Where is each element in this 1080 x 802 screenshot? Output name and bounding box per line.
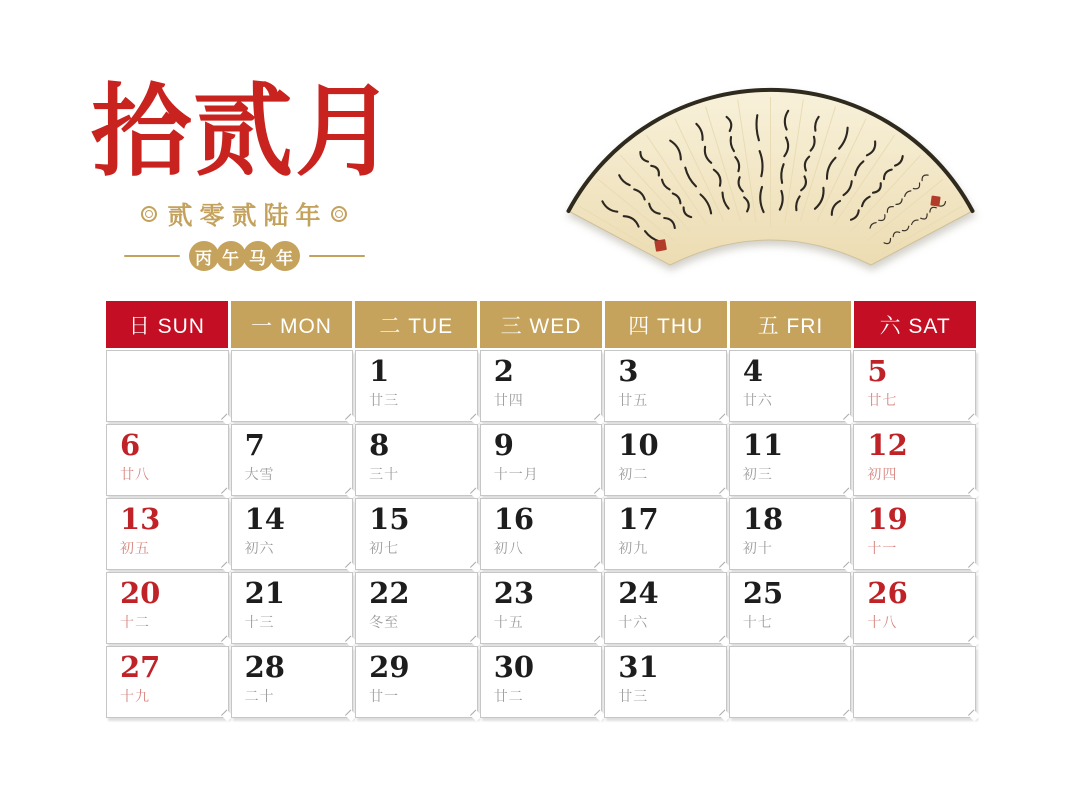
lunar-label: 廿三 bbox=[618, 688, 649, 705]
day-grid bbox=[106, 350, 976, 718]
date-number: 3 bbox=[618, 354, 639, 388]
lunar-label: 二十 bbox=[244, 688, 275, 705]
day-cell-2[interactable] bbox=[480, 350, 603, 422]
lunar-label: 十八 bbox=[867, 614, 898, 631]
calligraphy-fan bbox=[563, 84, 980, 274]
lunar-label: 十二 bbox=[120, 614, 150, 631]
date-number: 23 bbox=[493, 576, 535, 610]
lunar-label: 初七 bbox=[369, 540, 400, 557]
day-cell-28[interactable] bbox=[231, 646, 354, 718]
date-number: 10 bbox=[618, 428, 659, 462]
date-number: 17 bbox=[618, 502, 659, 536]
lunar-label: 廿五 bbox=[618, 392, 649, 409]
date-number: 13 bbox=[120, 502, 161, 536]
day-cell-7[interactable] bbox=[231, 424, 354, 496]
zodiac-coin-3: 年 bbox=[270, 241, 300, 271]
day-cell-20[interactable] bbox=[106, 572, 229, 644]
lunar-label: 初九 bbox=[618, 540, 649, 557]
day-cell-3[interactable] bbox=[604, 350, 727, 422]
date-number: 5 bbox=[867, 354, 888, 388]
day-cell-30[interactable] bbox=[480, 646, 603, 718]
date-number: 11 bbox=[742, 428, 784, 462]
date-number: 22 bbox=[369, 576, 410, 610]
date-number: 24 bbox=[618, 576, 659, 610]
title-block bbox=[88, 72, 400, 271]
lunar-label: 初八 bbox=[493, 540, 524, 557]
lunar-label: 廿三 bbox=[369, 392, 400, 409]
calendar-grid bbox=[106, 301, 976, 718]
date-number: 6 bbox=[120, 428, 141, 462]
fan-seal bbox=[930, 195, 940, 206]
lunar-label: 十五 bbox=[493, 614, 524, 631]
lunar-label: 初三 bbox=[742, 466, 773, 483]
day-cell-17[interactable] bbox=[604, 498, 727, 570]
lunar-label: 初六 bbox=[244, 540, 275, 557]
zodiac-coin-2: 马 bbox=[243, 241, 273, 271]
day-cell-26[interactable] bbox=[853, 572, 976, 644]
date-number: 29 bbox=[369, 650, 410, 684]
weekday-header-sat: 六 SAT bbox=[854, 301, 976, 348]
day-cell-13[interactable] bbox=[106, 498, 229, 570]
lunar-label: 十七 bbox=[742, 614, 773, 631]
weekday-header-mon: 一 MON bbox=[231, 301, 353, 348]
day-cell-empty bbox=[853, 646, 976, 718]
day-cell-24[interactable] bbox=[604, 572, 727, 644]
day-cell-12[interactable] bbox=[853, 424, 976, 496]
day-cell-8[interactable] bbox=[355, 424, 478, 496]
weekday-header-sun: 日 SUN bbox=[106, 301, 228, 348]
lunar-label: 廿八 bbox=[120, 466, 150, 483]
date-number: 28 bbox=[244, 650, 285, 684]
day-cell-9[interactable] bbox=[480, 424, 603, 496]
date-number: 16 bbox=[493, 502, 535, 536]
day-cell-10[interactable] bbox=[604, 424, 727, 496]
zodiac-line bbox=[88, 241, 400, 271]
date-number: 19 bbox=[867, 502, 908, 536]
day-cell-19[interactable] bbox=[853, 498, 976, 570]
zodiac-coins bbox=[189, 241, 300, 271]
weekday-header-wed: 三 WED bbox=[480, 301, 602, 348]
lunar-label: 廿六 bbox=[742, 392, 773, 409]
date-number: 20 bbox=[120, 576, 161, 610]
day-cell-5[interactable] bbox=[853, 350, 976, 422]
day-cell-empty bbox=[729, 646, 852, 718]
day-cell-23[interactable] bbox=[480, 572, 603, 644]
lunar-label: 初二 bbox=[618, 466, 649, 483]
lunar-label: 廿一 bbox=[369, 688, 400, 705]
lunar-label: 初十 bbox=[742, 540, 773, 557]
date-number: 2 bbox=[493, 354, 514, 388]
fan-graphic bbox=[563, 84, 980, 274]
date-number: 1 bbox=[369, 354, 390, 388]
lunar-label: 初五 bbox=[120, 540, 150, 557]
year-line bbox=[88, 196, 400, 232]
day-cell-29[interactable] bbox=[355, 646, 478, 718]
month-title: 拾贰月 bbox=[91, 72, 397, 190]
bullseye-icon bbox=[331, 206, 347, 222]
lunar-label: 十一 bbox=[867, 540, 898, 557]
date-number: 27 bbox=[120, 650, 161, 684]
weekday-header-thu: 四 THU bbox=[605, 301, 727, 348]
date-number: 31 bbox=[618, 650, 659, 684]
date-number: 4 bbox=[742, 354, 764, 388]
day-cell-empty bbox=[231, 350, 354, 422]
day-cell-15[interactable] bbox=[355, 498, 478, 570]
lunar-label: 廿二 bbox=[493, 688, 524, 705]
lunar-label: 三十 bbox=[369, 466, 400, 483]
date-number: 18 bbox=[742, 502, 784, 536]
day-cell-4[interactable] bbox=[729, 350, 852, 422]
weekday-header-fri: 五 FRI bbox=[730, 301, 852, 348]
date-number: 25 bbox=[742, 576, 784, 610]
lunar-label: 十六 bbox=[618, 614, 649, 631]
lunar-label: 冬至 bbox=[369, 614, 400, 631]
date-number: 7 bbox=[244, 428, 265, 462]
gold-rule-right bbox=[309, 255, 365, 257]
day-cell-empty bbox=[106, 350, 229, 422]
date-number: 9 bbox=[493, 428, 514, 462]
day-cell-31[interactable] bbox=[604, 646, 727, 718]
lunar-label: 廿七 bbox=[867, 392, 898, 409]
day-cell-11[interactable] bbox=[729, 424, 852, 496]
gold-rule-left bbox=[124, 255, 180, 257]
day-cell-14[interactable] bbox=[231, 498, 354, 570]
date-number: 30 bbox=[493, 650, 535, 684]
bullseye-icon bbox=[141, 206, 157, 222]
lunar-label: 十九 bbox=[120, 688, 150, 705]
date-number: 21 bbox=[244, 576, 285, 610]
weekday-header-row bbox=[106, 301, 976, 348]
day-cell-1[interactable] bbox=[355, 350, 478, 422]
weekday-header-tue: 二 TUE bbox=[355, 301, 477, 348]
zodiac-coin-0: 丙 bbox=[189, 241, 219, 271]
day-cell-22[interactable] bbox=[355, 572, 478, 644]
date-number: 15 bbox=[369, 502, 410, 536]
lunar-label: 十一月 bbox=[493, 466, 539, 483]
date-number: 12 bbox=[867, 428, 908, 462]
lunar-label: 十三 bbox=[244, 614, 275, 631]
day-cell-16[interactable] bbox=[480, 498, 603, 570]
date-number: 14 bbox=[244, 502, 285, 536]
day-cell-6[interactable] bbox=[106, 424, 229, 496]
lunar-label: 大雪 bbox=[244, 466, 275, 483]
date-number: 26 bbox=[867, 576, 908, 610]
day-cell-27[interactable] bbox=[106, 646, 229, 718]
day-cell-18[interactable] bbox=[729, 498, 852, 570]
year-text: 贰零贰陆年 bbox=[167, 201, 328, 230]
lunar-label: 初四 bbox=[867, 466, 898, 483]
fan-seal bbox=[654, 239, 667, 252]
day-cell-21[interactable] bbox=[231, 572, 354, 644]
day-cell-25[interactable] bbox=[729, 572, 852, 644]
lunar-label: 廿四 bbox=[493, 392, 524, 409]
zodiac-coin-1: 午 bbox=[216, 241, 246, 271]
date-number: 8 bbox=[369, 428, 390, 462]
